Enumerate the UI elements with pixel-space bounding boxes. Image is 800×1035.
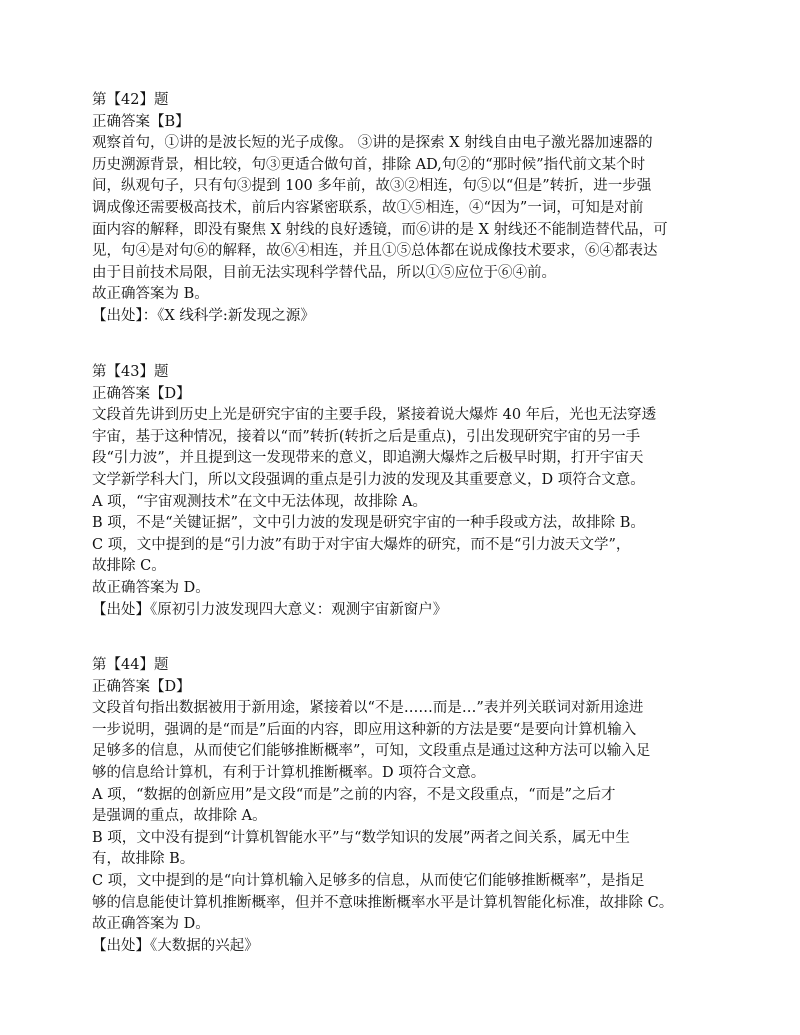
explanation-line: 是强调的重点，故排除 A。 (92, 808, 267, 825)
explanation-line: 够的信息给计算机，有利于计算机推断概率。D 项符合文意。 (92, 764, 486, 781)
correct-answer: 正确答案【D】 (92, 385, 191, 402)
explanation-line: 历史溯源背景，相比较，句③更适合做句首，排除 AD,句②的“那时候”指代前文某个时 (92, 156, 646, 173)
explanation-line: C 项，文中提到的是“向计算机输入足够多的信息，从而使它们能够推断概率”，是指足 (92, 872, 645, 889)
question-heading: 第【43】题 (92, 364, 169, 380)
correct-answer: 正确答案【D】 (92, 678, 191, 695)
source-citation: 【出处】：《X 线科学:新发现之源》 (92, 307, 315, 324)
explanation-line: 足够多的信息，从而使它们能够推断概率”，可知，文段重点是通过这种方法可以输入足 (92, 743, 651, 760)
question-block-42 (92, 90, 722, 328)
explanation-line: B 项，文中没有提到“计算机智能水平”与“数学知识的发展”两者之间关系，属无中生 (92, 829, 630, 846)
explanation-line: 由于目前技术局限，目前无法实现科学替代品，所以①⑤应位于⑥④前。 (92, 264, 556, 281)
explanation-line: 故正确答案为 D。 (92, 579, 210, 596)
source-citation: 【出处】《大数据的兴起》 (92, 937, 259, 954)
question-heading: 第【42】题 (92, 92, 169, 108)
question-heading: 第【44】题 (92, 657, 169, 673)
correct-answer: 正确答案【B】 (92, 113, 190, 130)
explanation-line: 够的信息能使计算机推断概率，但并不意味推断概率水平是计算机智能化标准，故排除 C。 (92, 894, 674, 911)
explanation-line: A 项，“宇宙观测技术”在文中无法体现，故排除 A。 (92, 493, 427, 510)
explanation-line: 故排除 C。 (92, 558, 166, 575)
explanation-line: 调成像还需要极高技术，前后内容紧密联系，故①⑤相连，④“因为”一词，可知是对前 (92, 199, 644, 216)
explanation-line: 观察首句，①讲的是波长短的光子成像。 ③讲的是探索 X 射线自由电子激光器加速器的 (92, 135, 653, 152)
question-block-44 (92, 655, 722, 957)
explanation-line: 文段首先讲到历史上光是研究宇宙的主要手段，紧接着说大爆炸 40 年后，光也无法穿透 (92, 407, 657, 424)
explanation-line: 面内容的解释，即没有聚焦 X 射线的良好透镜，而⑥讲的是 X 射线还不能制造替代品，可 (92, 221, 668, 238)
explanation-line: 有，故排除 B。 (92, 851, 195, 868)
explanation-line: A 项，“数据的创新应用”是文段“而是”之前的内容，不是文段重点，“而是”之后才 (92, 786, 616, 803)
question-block-43 (92, 362, 722, 621)
source-citation: 【出处】《原初引力波发现四大意义：观测宇宙新窗户》 (92, 601, 448, 618)
explanation-line: 文学新学科大门，所以文段强调的重点是引力波的发现及其重要意义，D 项符合文意。 (92, 471, 645, 488)
explanation-line: B 项，不是“关键证据”，文中引力波的发现是研究宇宙的一种手段或方法，故排除 B。 (92, 515, 645, 532)
explanation-line: 故正确答案为 B。 (92, 286, 209, 303)
explanation-line: 段“引力波”，并且提到这一发现带来的意义，即追溯大爆炸之后极早时期，打开宇宙天 (92, 450, 644, 467)
explanation-line: 间，纵观句子，只有句③提到 100 多年前，故③②相连，句⑤以“但是”转折，进一步强 (92, 178, 652, 195)
explanation-line: C 项，文中提到的是“引力波”有助于对宇宙大爆炸的研究，而不是“引力波天文学”， (92, 536, 631, 553)
explanation-line: 见，句④是对句⑥的解释，故⑥④相连，并且①⑤总体都在说成像技术要求，⑥④都表达 (92, 243, 658, 260)
explanation-line: 宇宙，基于这种情况，接着以“而”转折(转折之后是重点)，引出发现研究宇宙的另一手 (92, 428, 641, 445)
explanation-line: 文段首句指出数据被用于新用途，紧接着以“不是……而是…”表并列关联词对新用途进 (92, 700, 644, 717)
explanation-line: 故正确答案为 D。 (92, 916, 210, 933)
explanation-line: 一步说明，强调的是“而是”后面的内容，即应用这种新的方法是要“是要向计算机输入 (92, 721, 637, 738)
